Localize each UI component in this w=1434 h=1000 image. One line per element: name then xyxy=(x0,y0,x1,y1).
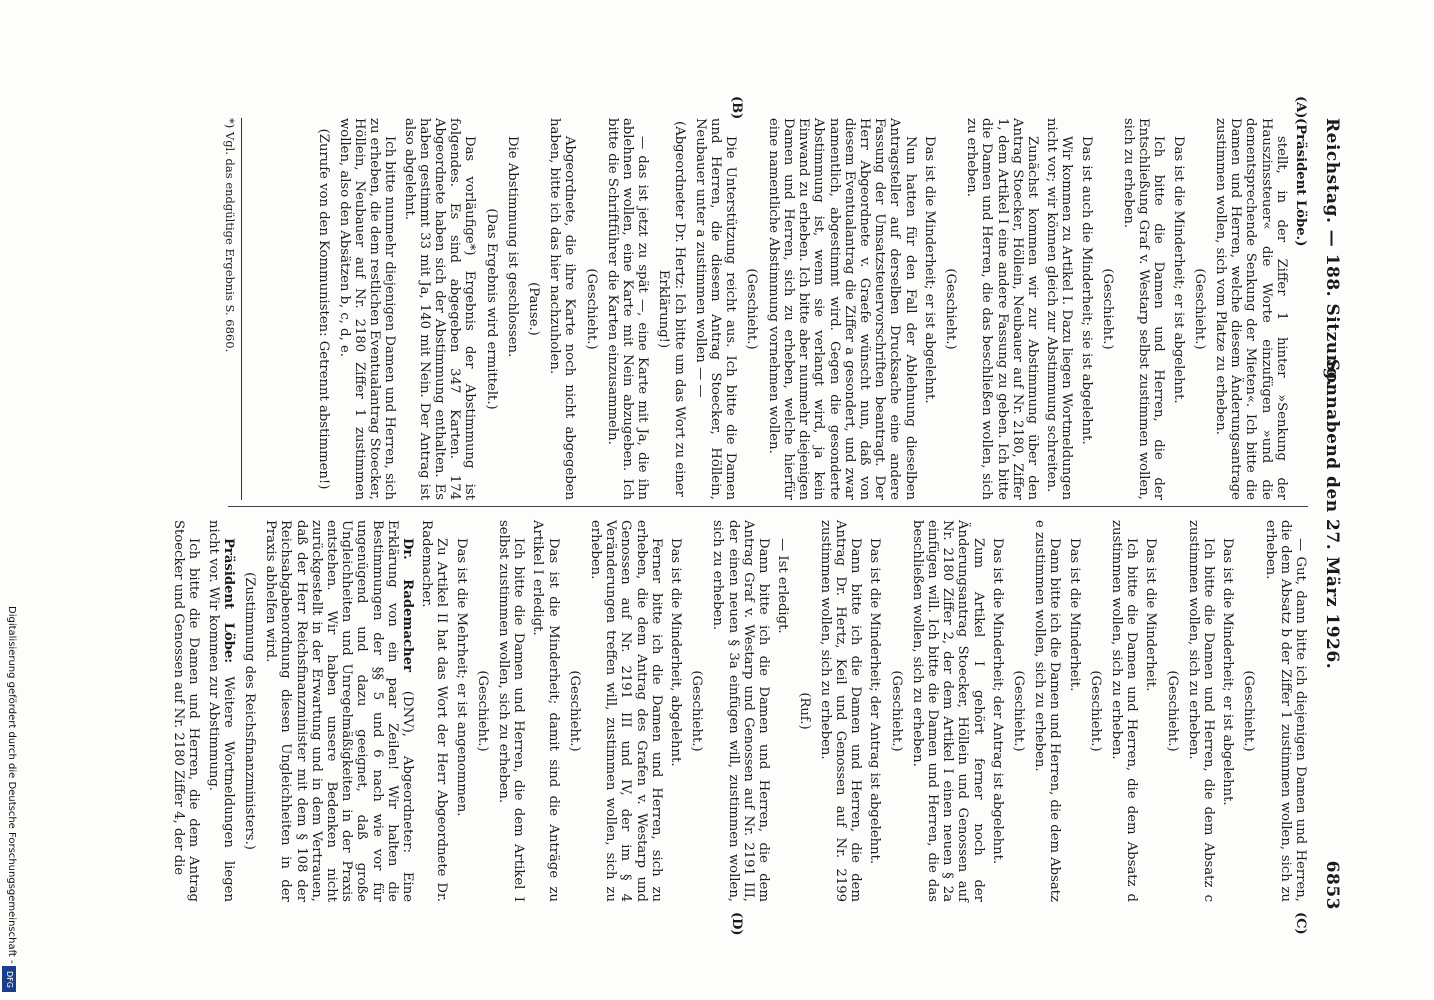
stage-direction: (Zustimmung des Reichsfinanzministers.) xyxy=(242,572,258,850)
page-header xyxy=(1316,118,1342,910)
stage-direction: (Geschieht.) xyxy=(942,268,958,350)
speaker-name: Präsident Löbe: xyxy=(220,538,236,664)
margin-marker-a: (A) xyxy=(1293,96,1308,119)
paragraph: Das ist die Minderheit; er ist abgelehnt. xyxy=(921,136,937,404)
dfg-logo-text: DFG xyxy=(4,970,14,988)
stage-direction: (Geschieht.) xyxy=(689,670,705,752)
speech-text: Weitere Wortmeldungen liegen nicht vor. Wir kommen zur Abstimmung. xyxy=(205,520,236,902)
paragraph: Wir kommen zu Artikel I. Dazu liegen Wortmeldungen nicht vor; wir können gleich zur Abstimmung schreiten. xyxy=(1044,118,1075,500)
paragraph: — das ist jetzt zu spät —, eine Karte mit Ja, die ihn ablehnen wollen, eine Karte mit Nein abzugeben. Ich bitte die Schriftführer die Karten einzusammeln. xyxy=(604,118,651,500)
paragraph: Zunächst kommen wir zur Abstimmung über den Antrag Stoecker, Höllein, Neubauer auf Nr. 2180, Ziffer 1, dem Artikel I eine andere Fassung zu geben. Ich bitte die Damen und Herren, die das beschließen wollen, sich zu erheben. xyxy=(964,118,1040,500)
right-column xyxy=(171,520,1308,902)
stage-direction: (Das Ergebnis wird ermittelt.) xyxy=(483,208,499,410)
paragraph: Das vorläufige*) Ergebnis der Abstimmung ist folgendes. Es sind abgegeben 347 Karten. 174 Abgeordnete haben sich der Abstimmung enthalten. Es haben gestimmt 33 mit Ja, 140 mit Nein. Der Antrag ist also abgelehnt. xyxy=(401,118,478,500)
paragraph: Die Abstimmung ist geschlossen. xyxy=(504,136,520,358)
paragraph: Das ist die Minderheit, abgelehnt. xyxy=(668,538,684,767)
paragraph: Das ist die Minderheit; er ist abgelehnt. xyxy=(1220,538,1236,806)
speech-paragraph xyxy=(205,520,235,902)
left-column xyxy=(208,118,1308,500)
stage-direction: (Abgeordneter Dr. Hertz: Ich bitte um das Wort zu einer Erklärung!) xyxy=(656,121,687,497)
paragraph: Ich bitte die Damen und Herren, die dem Absatz d zustimmen wollen, sich zu erheben. xyxy=(1108,520,1140,902)
paragraph: Das ist die Minderheit; der Antrag ist abgelehnt. xyxy=(867,538,883,865)
margin-marker-d: (D) xyxy=(729,912,744,936)
footnote: *) Vgl. das endgültige Ergebnis S. 6860. xyxy=(223,118,242,500)
digitization-note xyxy=(4,606,18,996)
paragraph: Nun hatten für den Fall der Ablehnung dieselben Antragsteller auf derselben Drucksache eine andere Fassung der Umsatzsteuervorschriften beantragt. Der Herr Abgeordnete v. Graefe wünscht nun, daß von diesem Eventualantrag die Ziffer a gesondert, und zwar namentlich, abgestimmt wird. Gegen die gesonderte Abstimmung ist, wenn sie verlangt wird, ja kein Einwand zu erheben. Ich bitte aber nunmehr diejenigen Damen und Herren, sich zu erheben, welche hierfür eine namentliche Abstimmung vornehmen wollen. xyxy=(765,118,918,500)
stage-direction: (Geschieht.) xyxy=(1191,268,1207,350)
stage-direction: (Geschieht.) xyxy=(1099,268,1115,350)
header-date: Sonnabend den 27. März 1926. xyxy=(1322,358,1342,670)
paragraph: Abgeordnete, die ihre Karte noch nicht abgegeben haben, bitte ich das hier nachzuholen. xyxy=(547,118,578,500)
paragraph: stellt, in der Ziffer 1 hinter »Senkung der Hauszinssteuer« die Worte einzufügen »und die dementsprechende Senkung der Mieten«. Ich bitte die Damen und Herren, welche diesem Änderungsantrage zustimmen wollen, sich vom Platze zu erheben. xyxy=(1212,118,1289,500)
speech-paragraph xyxy=(263,520,415,902)
paragraph: Das ist die Minderheit. xyxy=(1143,538,1159,692)
page-number: 6853 xyxy=(1322,860,1342,910)
paragraph: Ich bitte nunmehr diejenigen Damen und Herren, sich zu erheben, die dem restlichen Eventualantrag Stoecker, Höllein, Neubauer auf Nr. 2180 Ziffer 1 zustimmen wollen, also den Absätzen b, c, d, e. xyxy=(336,118,398,500)
header-left: Reichstag. — 188. Sitzung. xyxy=(1322,118,1342,387)
paragraph: Dann bitte ich die Damen und Herren, die dem Antrag Dr. Hertz, Keil und Genossen auf Nr. 2199 zustimmen wollen, sich zu erheben. xyxy=(817,520,864,902)
paragraph: Das ist die Minderheit; er ist abgelehnt. xyxy=(1170,136,1186,404)
stage-direction: (Geschieht.) xyxy=(744,268,760,350)
speaker-heading: (Präsident Löbe.) xyxy=(1293,118,1308,247)
paragraph: — Gut, dann bitte ich diejenigen Damen und Herren, die dem Absatz b der Ziffer 1 zustimmen wollen, sich zu erheben. xyxy=(1262,520,1308,902)
paragraph: Die Unterstützung reicht aus. Ich bitte die Damen und Herren, die diesem Antrag Stoecker, Höllein, Neubauer unter a zustimmen wollen — — xyxy=(692,118,739,500)
paragraph: Ich bitte die Damen und Herren, die dem Absatz c zustimmen wollen, sich zu erheben. xyxy=(1185,520,1216,902)
paragraph: Das ist die Minderheit; der Antrag ist abgelehnt. xyxy=(989,538,1005,865)
dfg-logo xyxy=(2,966,16,992)
stage-direction: (Geschieht.) xyxy=(566,670,582,752)
column-divider xyxy=(228,506,1308,507)
paragraph: Zu Artikel II hat das Wort der Herr Abgeordnete Dr. Rademacher. xyxy=(419,520,450,902)
paragraph: Ich bitte die Damen und Herren, die dem Antrag Stoecker und Genossen auf Nr. 2180 Ziffer 4, der die xyxy=(171,520,202,902)
stage-direction: (Geschieht.) xyxy=(474,670,490,752)
paragraph: Das ist die Minderheit. xyxy=(1066,538,1082,692)
paragraph: — Ist erledigt. xyxy=(775,538,791,634)
paragraph: Zum Artikel I gehört ferner noch der Änderungsantrag Stoecker, Höllein und Genossen auf Nr. 2180 Ziffer 2, der dem Artikel I einen neuen § 2a einfügen will. Ich bitte die Damen und Herren, die das beschließen wollen, sich zu erheben. xyxy=(909,520,986,902)
stage-direction: (Geschieht.) xyxy=(1241,670,1257,752)
stage-direction: (Geschieht.) xyxy=(1087,670,1103,752)
paragraph: Das ist die Mehrheit; er ist angenommen. xyxy=(453,538,469,817)
paragraph: Ich bitte die Damen und Herren, die dem Artikel I selbst zustimmen wollen, sich zu erheben. xyxy=(496,520,527,902)
stage-direction: (Geschieht.) xyxy=(583,268,599,350)
speech-text: (DNV), Abgeordneter: Eine Erklärung von ein paar Zeilen! Wir halten die Bestimmungen der §§ 5 und 6 nach wie vor für ungenügend und dazu geeignet, daß große Ungleichheiten und Unregelmäßigkeiten in der Praxis entstehen. Wir haben unsere Bedenken nicht zurückgestellt in der Erwartung und in dem Vertrauen, daß der Herr Reichsfinanzminister mit dem § 108 der Reichsabgabenordnung diesen Ungleichheiten in der Praxis abhelfen wird. xyxy=(263,520,416,902)
stage-direction: (Geschieht.) xyxy=(1010,670,1026,752)
stage-direction: (Pause.) xyxy=(526,282,542,336)
paragraph: Ferner bitte ich die Damen und Herren, sich zu erheben, die dem Antrag des Grafen v. Westarp und Genossen auf Nr. 2191 III und IV, der im § 4 Veränderungen treffen will, zustimmen wollen, sich zu erheben. xyxy=(588,520,664,902)
margin-marker-b: (B) xyxy=(729,96,744,120)
stage-direction: (Geschieht.) xyxy=(888,670,904,752)
stage-direction: (Ruf.) xyxy=(796,692,812,730)
paragraph: Das ist die Minderheit; damit sind die Anträge zu Artikel I erledigt. xyxy=(530,520,561,902)
paragraph: Dann bitte ich die Damen und Herren, die dem Antrag Graf v. Westarp und Genossen auf Nr. 2191 III, der einen neuen § 3a einfügen will, zustimmen wollen, sich zu erheben. xyxy=(710,520,772,902)
paragraph: Ich bitte die Damen und Herren, die der Entschließung Graf v. Westarp selbst zustimmen wollen, sich zu erheben. xyxy=(1120,118,1167,500)
paragraph: Das ist auch die Minderheit; sie ist abgelehnt. xyxy=(1078,136,1094,445)
stage-direction: (Geschieht.) xyxy=(1164,670,1180,752)
margin-marker-c: (C) xyxy=(1293,912,1308,935)
digitization-text: Digitalisierung gefördert durch die Deutsche Forschungsgemeinschaft - xyxy=(6,606,17,964)
stage-direction: (Zurufe von den Kommunisten: Getrennt abstimmen!) xyxy=(315,128,331,490)
paragraph: Dann bitte ich die Damen und Herren, die dem Absatz e zustimmen wollen, sich zu erheben. xyxy=(1032,520,1063,902)
speaker-name: Dr. Rademacher xyxy=(400,538,416,672)
